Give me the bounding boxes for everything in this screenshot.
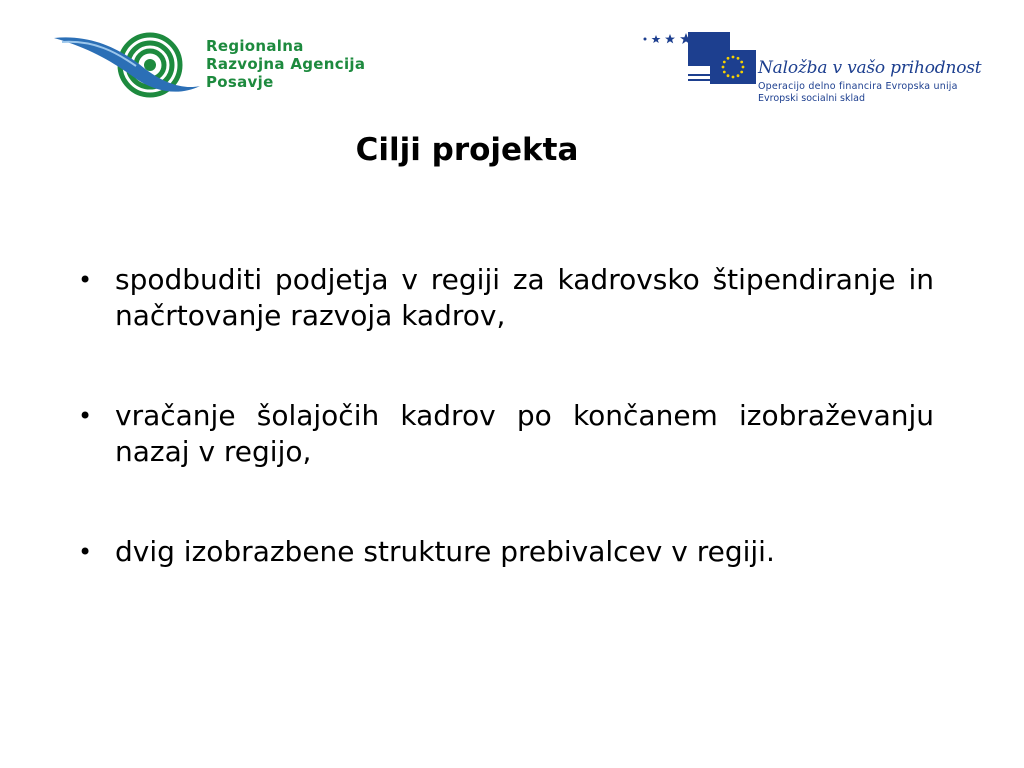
- slide-title: Cilji projekta: [355, 132, 579, 168]
- eu-subtitle-2: Evropski socialni sklad: [758, 93, 865, 104]
- bullet-item-3: [78, 534, 934, 570]
- rra-line-3: Posavje: [206, 73, 274, 91]
- rra-line-1: Regionalna: [206, 37, 304, 55]
- bullet-text: dvig izobrazbene strukture prebivalcev v regiji.: [115, 535, 775, 568]
- bullet-dot-icon: •: [78, 402, 93, 430]
- bullet-text: spodbuditi podjetja v regiji za kadrovsko štipendiranje in načrtovanje razvoja kadrov,: [115, 263, 934, 332]
- eu-stripes-icon: [688, 74, 758, 84]
- eu-esf-logo: [642, 28, 982, 108]
- eu-slogan: Naložba v vašo prihodnost: [758, 58, 982, 78]
- bullet-dot-icon: •: [78, 266, 93, 294]
- eu-subtitle-1: Operacijo delno financira Evropska unija: [758, 81, 958, 92]
- bullet-item-2: [78, 398, 934, 470]
- bullet-text: vračanje šolajočih kadrov po končanem izobraževanju nazaj v regijo,: [115, 399, 934, 468]
- rra-posavje-logo: [52, 30, 397, 100]
- bullet-dot-icon: •: [78, 538, 93, 566]
- rra-wordmark: [206, 37, 365, 91]
- rra-line-2: Razvojna Agencija: [206, 55, 366, 73]
- bullet-item-1: [78, 262, 934, 334]
- rra-swirl-icon: [52, 30, 202, 100]
- bullet-list: [78, 262, 934, 570]
